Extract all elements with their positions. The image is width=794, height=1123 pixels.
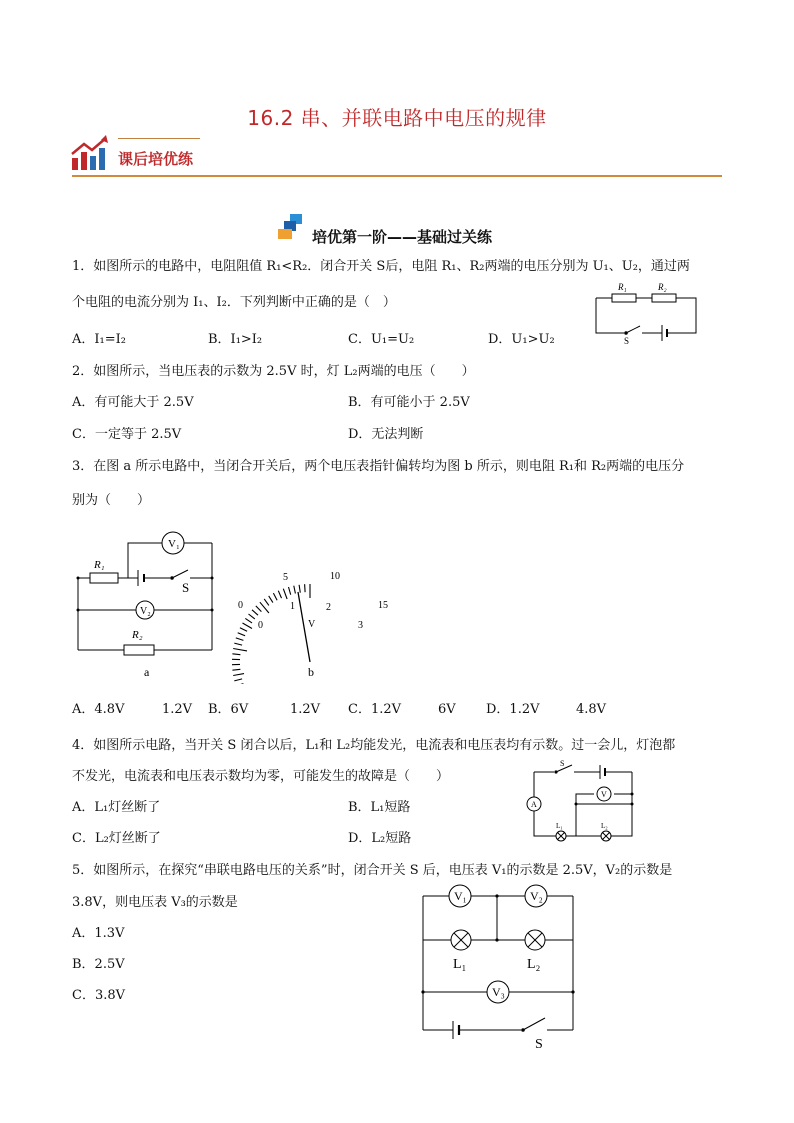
q3-option-b-v2: 1.2V [290, 702, 321, 717]
q3-fig-v1-label: V₁ [168, 538, 180, 550]
q4-fig-l2-label: L₂ [601, 822, 608, 830]
q3-option-d-v2: 4.8V [576, 702, 607, 717]
q1-stem-line1: 1．如图所示的电路中，电阻阻值 R₁<R₂．闭合开关 S后，电阻 R₁、R₂两端的电压分别为 U₁、U₂，通过两 [72, 259, 690, 274]
q4-fig-a-label: A [531, 800, 537, 809]
q2-option-a: A．有可能大于 2.5V [72, 395, 194, 410]
q3-option-c-v2: 6V [438, 702, 456, 717]
dial-tick [294, 586, 296, 594]
dial-tick [245, 618, 252, 623]
q5-fig-s-label: S [535, 1037, 543, 1050]
chart-growth-icon [70, 134, 112, 172]
dial-tick [240, 628, 247, 632]
q3-option-c: C．1.2V [348, 702, 402, 717]
q2-option-d: D．无法判断 [348, 427, 424, 442]
dial-tick [234, 643, 242, 645]
q4-fig-s-label: S [560, 759, 565, 768]
q3-figure-a [70, 528, 220, 684]
dial-tick [233, 649, 247, 651]
dial-tick [243, 623, 253, 629]
q3-figure-b-voltmeter-dial [230, 562, 400, 684]
q5-fig-v1-label: V₁ [454, 889, 467, 903]
q5-circuit-figure [415, 878, 580, 1050]
header-rule [72, 175, 722, 177]
q4-option-d: D．L₂短路 [348, 831, 412, 846]
dial-tick [252, 610, 258, 615]
q5-stem-line1: 5．如图所示，在探究“串联电路电压的关系”时，闭合开关 S 后，电压表 V₁的示数是 2.5V，V₂的示数是 [72, 863, 673, 878]
q4-option-a: A．L₁灯丝断了 [72, 800, 161, 815]
page-title: 16.2 串、并联电路中电压的规律 [247, 106, 547, 130]
q4-fig-v-label: V [601, 790, 607, 799]
q3-stem-line1: 3．在图 a 所示电路中，当闭合开关后，两个电压表指针偏转均为图 b 所示，则电阻 R₁和 R₂两端的电压分 [72, 459, 685, 474]
dial-tick [305, 584, 306, 592]
q5-fig-v3-label: V₃ [492, 985, 505, 999]
dial-tick [273, 593, 277, 600]
dial-tick [232, 669, 240, 670]
q3-dial-bottom-2: 2 [326, 602, 331, 613]
dial-tick [233, 674, 244, 676]
dial-tick [264, 599, 269, 606]
q4-circuit-figure [520, 758, 648, 850]
q3-fig-a-caption: a [144, 665, 150, 679]
q1-option-d: D．U₁>U₂ [488, 332, 555, 347]
q5-option-b: B．2.5V [72, 957, 125, 972]
q3-option-d: D．1.2V [486, 702, 540, 717]
q5-stem-line2: 3.8V，则电压表 V₃的示数是 [72, 895, 238, 910]
q3-fig-r1-label: R₁ [94, 559, 105, 571]
q1-option-a: A．I₁=I₂ [72, 332, 126, 347]
q4-option-c: C．L₂灯丝断了 [72, 831, 161, 846]
header-rule-short [118, 138, 200, 139]
q3-fig-r2-label: R₂ [132, 629, 143, 641]
q1-stem-line2: 个电阻的电流分别为 I₁、I₂．下列判断中正确的是（ ） [72, 295, 396, 310]
q3-option-a-v2: 1.2V [162, 702, 193, 717]
stage-icon [276, 213, 308, 241]
q1-fig-r1-label: R₁ [618, 282, 627, 292]
dial-tick [234, 679, 242, 681]
q1-option-b: B．I₁>I₂ [208, 332, 263, 347]
q3-dial-top-5: 5 [283, 572, 288, 583]
q3-option-b: B．6V [208, 702, 249, 717]
q1-fig-s-label: S [624, 336, 630, 346]
stage-heading: 培优第一阶——基础过关练 [312, 228, 493, 246]
q3-dial-unit: V [308, 619, 316, 630]
q2-stem: 2．如图所示，当电压表的示数为 2.5V 时，灯 L₂两端的电压（ ） [72, 364, 475, 379]
q5-fig-l2-label: L₂ [527, 957, 541, 972]
dial-tick [269, 596, 273, 603]
q3-dial-top-10: 10 [330, 571, 340, 582]
q5-option-a: A．1.3V [72, 926, 125, 941]
section-label: 课后培优练 [118, 150, 194, 168]
q5-fig-v2-label: V₂ [530, 889, 543, 903]
q1-fig-r2-label: R₂ [658, 282, 667, 292]
dial-tick [238, 633, 245, 636]
dial-tick [289, 587, 291, 595]
q1-option-c: C．U₁=U₂ [348, 332, 415, 347]
q3-dial-bottom-1: 1 [290, 601, 295, 612]
q4-stem-line2: 不发光，电流表和电压表示数均为零，可能发生的故障是（ ） [72, 769, 450, 784]
q3-option-a: A．4.8V [72, 702, 125, 717]
q2-option-c: C．一定等于 2.5V [72, 427, 182, 442]
q3-fig-s-label: S [182, 580, 190, 595]
q3-fig-v2-label: V₂ [140, 606, 151, 617]
q3-dial-top-15: 15 [378, 600, 388, 611]
dial-tick [232, 654, 240, 655]
q2-option-b: B．有可能小于 2.5V [348, 395, 470, 410]
q3-dial-top-0: 0 [238, 600, 243, 611]
dial-tick [283, 589, 287, 599]
q4-fig-l1-label: L₁ [556, 822, 563, 830]
dial-tick [249, 614, 255, 619]
dial-tick [278, 591, 281, 598]
q1-circuit-figure [588, 278, 708, 348]
q5-fig-l1-label: L₁ [453, 957, 467, 972]
q3-dial-bottom-3: 3 [358, 620, 363, 631]
q3-fig-b-caption: b [308, 665, 314, 679]
q4-stem-line1: 4．如图所示电路，当开关 S 闭合以后，L₁和 L₂均能发光，电流表和电压表均有示数。过一会儿，灯泡都 [72, 738, 676, 753]
q5-option-c: C．3.8V [72, 988, 126, 1003]
q3-dial-bottom-0: 0 [258, 620, 263, 631]
q4-option-b: B．L₁短路 [348, 800, 411, 815]
dial-tick [299, 585, 300, 593]
q3-stem-line2: 别为（ ） [72, 493, 151, 508]
dial-tick [256, 606, 262, 612]
dial-tick [236, 638, 244, 641]
